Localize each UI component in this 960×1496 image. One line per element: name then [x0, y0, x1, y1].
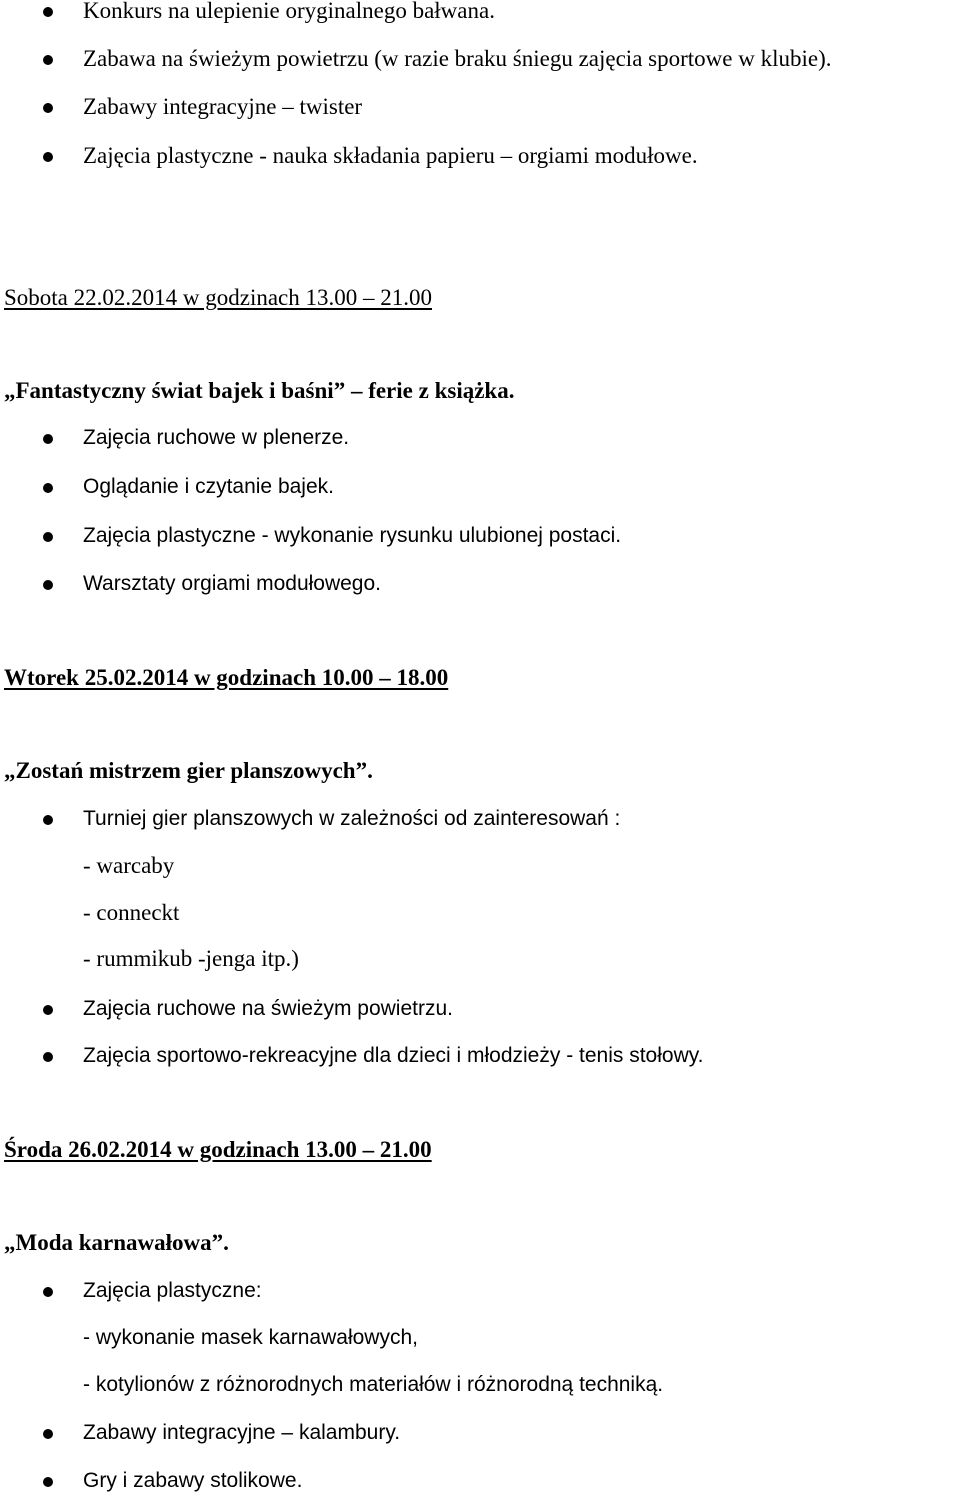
section-title-wednesday: „Moda karnawałowa”.: [4, 1230, 229, 1255]
bullet-icon: [43, 434, 53, 444]
list-item: Zajęcia sportowo-rekreacyjne dla dzieci i młodzieży - tenis stołowy.: [83, 1044, 704, 1067]
bullet-icon: [43, 815, 53, 825]
bullet-icon: [43, 1052, 53, 1062]
list-item: Turniej gier planszowych w zależności od zainteresowań :: [83, 807, 621, 830]
bullet-icon: [43, 1477, 53, 1487]
list-item: Warsztaty orgiami modułowego.: [83, 572, 381, 595]
section-title-tuesday: „Zostań mistrzem gier planszowych”.: [4, 758, 373, 783]
list-item: Zajęcia ruchowe na świeżym powietrzu.: [83, 997, 453, 1020]
section-heading-tuesday: Wtorek 25.02.2014 w godzinach 10.00 – 18.00: [4, 665, 449, 690]
list-item: Oglądanie i czytanie bajek.: [83, 475, 334, 498]
list-item: Zabawy integracyjne – twister: [83, 94, 363, 119]
bullet-icon: [43, 532, 53, 542]
section-title-saturday: „Fantastyczny świat bajek i baśni” – ferie z książka.: [4, 378, 515, 403]
list-item: Zajęcia plastyczne - nauka składania papieru – orgiami modułowe.: [83, 143, 698, 168]
list-item: Zabawy integracyjne – kalambury.: [83, 1421, 401, 1444]
sub-list-item: - wykonanie masek karnawałowych,: [83, 1326, 418, 1349]
section-heading-saturday: Sobota 22.02.2014 w godzinach 13.00 – 21.00: [4, 285, 433, 310]
bullet-icon: [43, 1005, 53, 1015]
bullet-icon: [43, 483, 53, 493]
sub-list-item: - rummikub -jenga itp.): [83, 946, 299, 971]
list-item: Gry i zabawy stolikowe.: [83, 1469, 303, 1492]
bullet-icon: [43, 580, 53, 590]
sub-list-item: - kotylionów z różnorodnych materiałów i różnorodną techniką.: [83, 1373, 664, 1396]
list-item: Zajęcia ruchowe w plenerze.: [83, 426, 350, 449]
bullet-icon: [43, 103, 53, 113]
bullet-icon: [43, 55, 53, 65]
bullet-icon: [43, 152, 53, 162]
list-item: Konkurs na ulepienie oryginalnego bałwana.: [83, 0, 495, 23]
list-item: Zabawa na świeżym powietrzu (w razie braku śniegu zajęcia sportowe w klubie).: [83, 46, 832, 71]
sub-list-item: - conneckt: [83, 900, 180, 925]
sub-list-item: - warcaby: [83, 853, 175, 878]
bullet-icon: [43, 7, 53, 17]
list-item: Zajęcia plastyczne:: [83, 1279, 262, 1302]
section-heading-wednesday: Środa 26.02.2014 w godzinach 13.00 – 21.00: [4, 1137, 432, 1162]
list-item: Zajęcia plastyczne - wykonanie rysunku ulubionej postaci.: [83, 524, 622, 547]
bullet-icon: [43, 1287, 53, 1297]
bullet-icon: [43, 1429, 53, 1439]
